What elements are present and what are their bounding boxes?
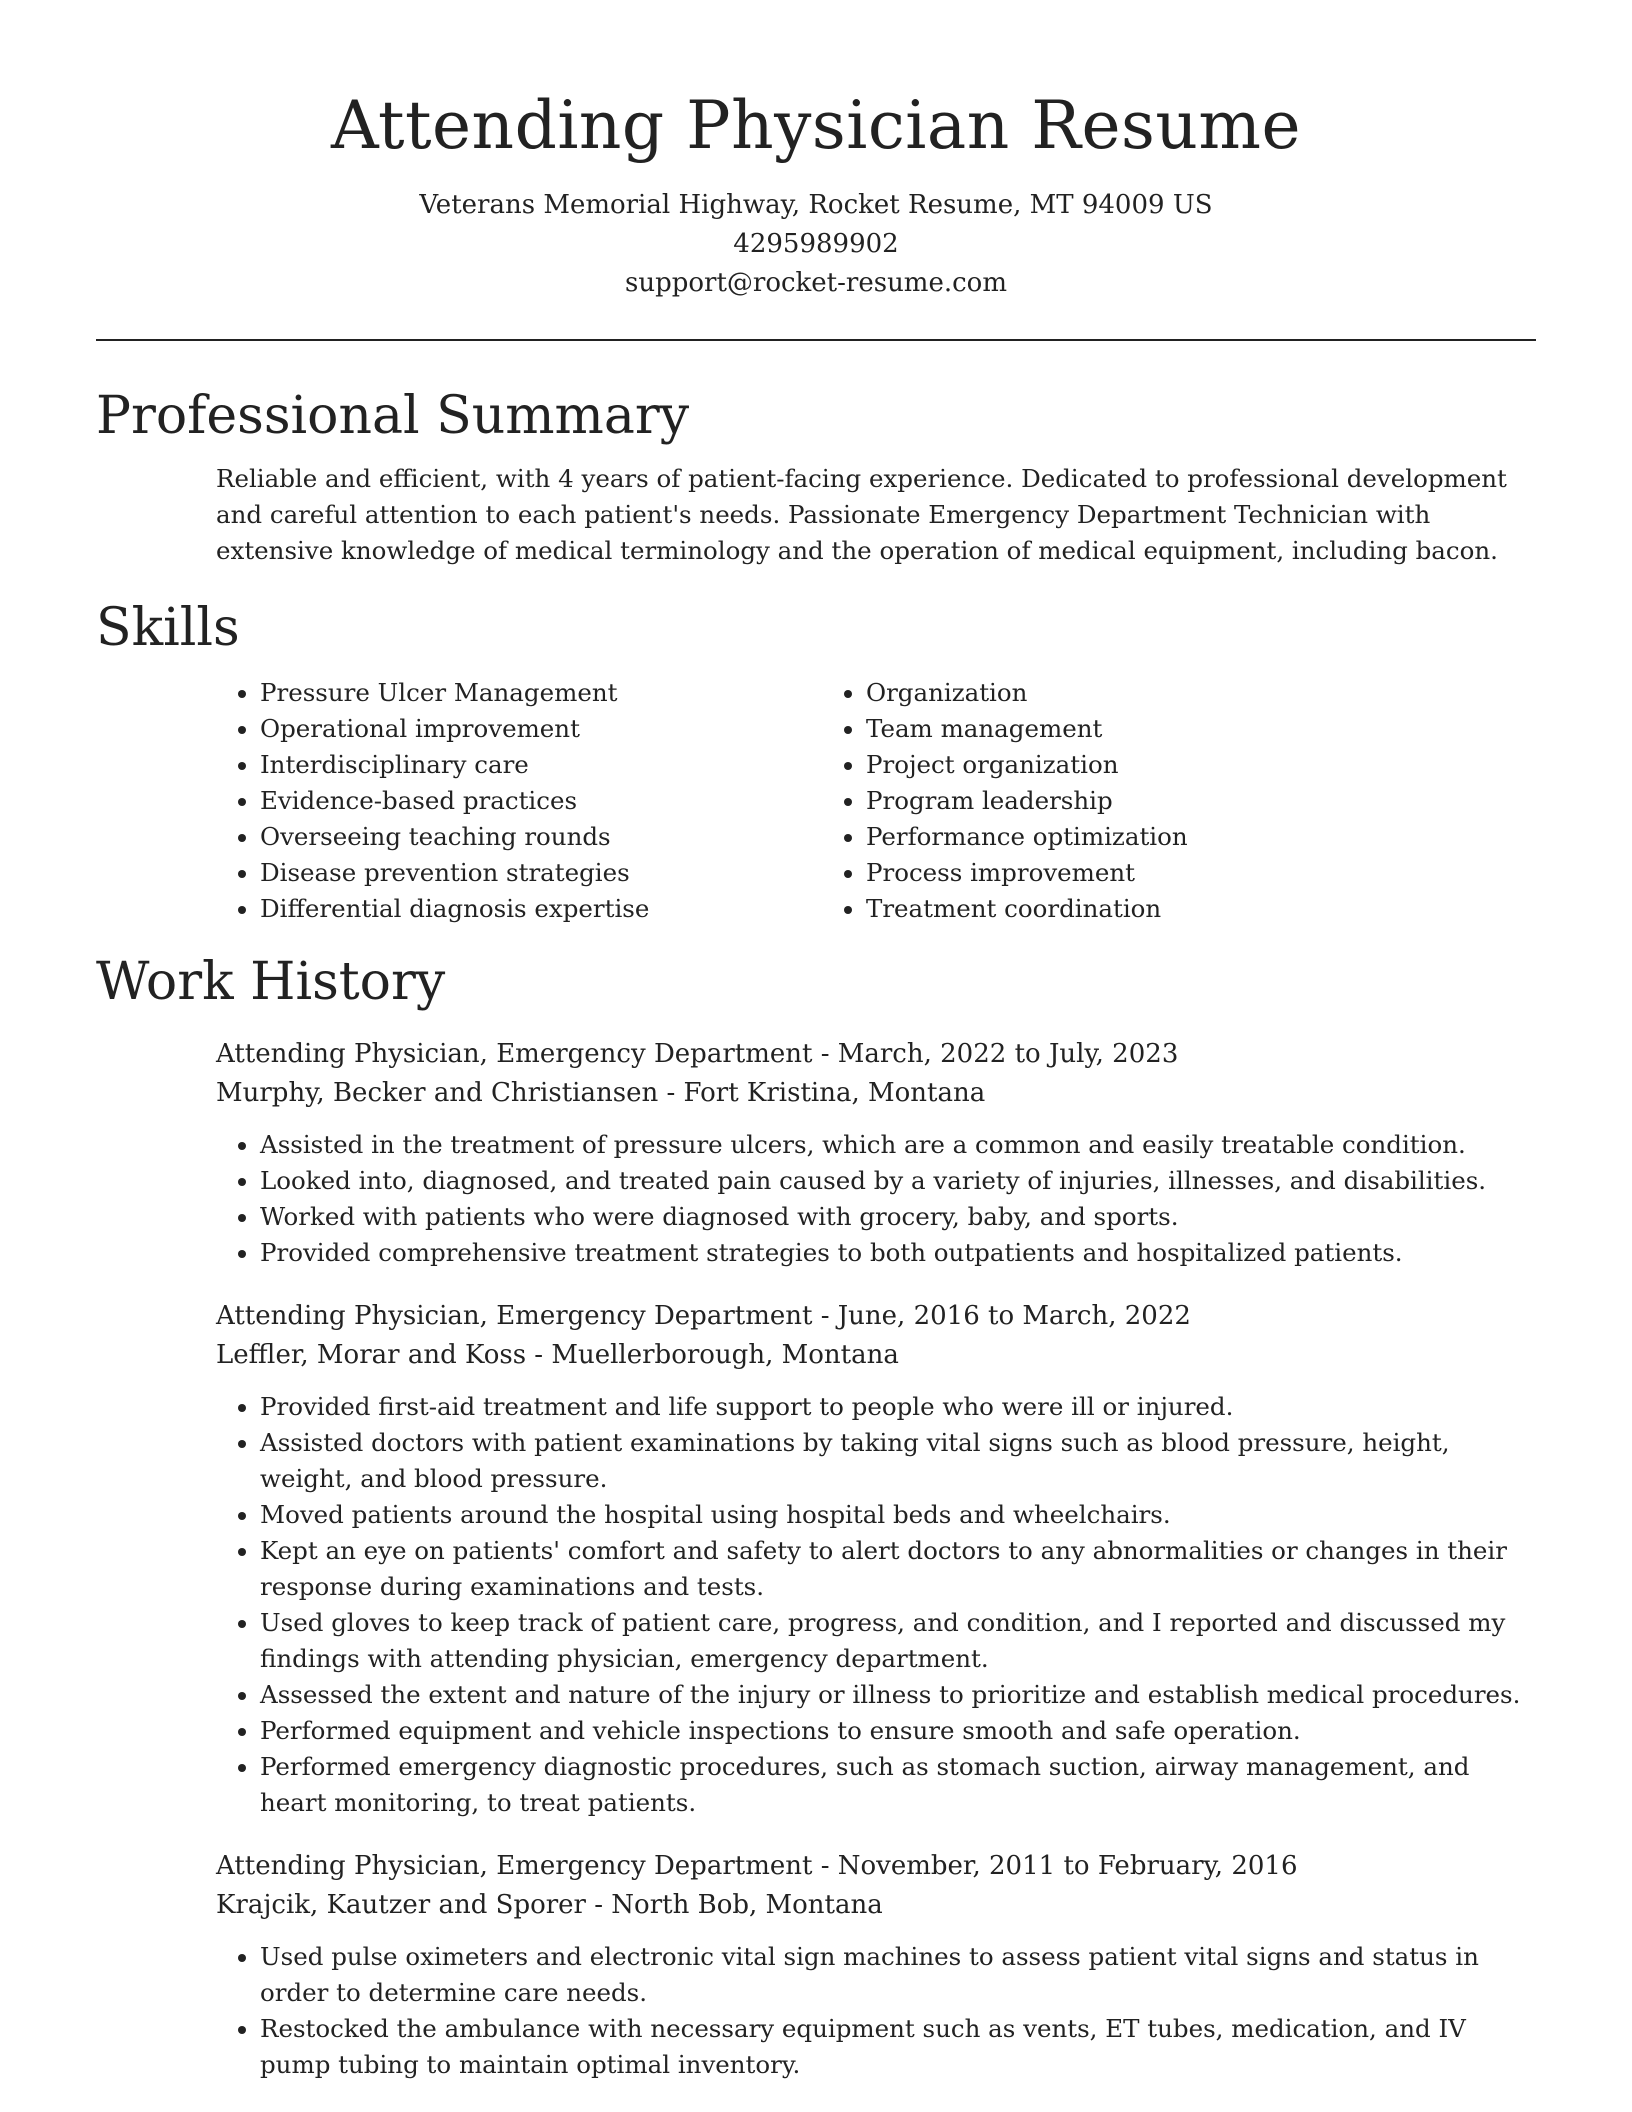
skill-item: • Pressure Ulcer Management	[260, 675, 822, 711]
skill-item: • Disease prevention strategies	[260, 855, 822, 891]
job-bullet: • Moved patients around the hospital using hospital beds and wheelchairs.	[260, 1497, 1536, 1533]
resume-header	[96, 0, 1536, 303]
job-bullet-list	[216, 1127, 1536, 1271]
job-bullet: • Looked into, diagnosed, and treated pain caused by a variety of injuries, illnesses, and disabilities.	[260, 1163, 1536, 1199]
contact-address: Veterans Memorial Highway, Rocket Resume, MT 94009 US	[419, 190, 1213, 220]
skill-item: • Process improvement	[866, 855, 1536, 891]
job-bullet: • Used pulse oximeters and electronic vital sign machines to assess patient vital signs and status in order to determine care needs.	[260, 1939, 1536, 2011]
job-location: - North Bob, Montana	[585, 1890, 883, 1920]
skills-column-left	[216, 675, 822, 927]
skill-item: • Evidence-based practices	[260, 783, 822, 819]
job-role: Attending Physician, Emergency Department	[216, 1039, 813, 1069]
summary-text: Reliable and efficient, with 4 years of patient-facing experience. Dedicated to professional development and careful attention to each patient's needs. Passionate Emergency Department Technician with extensive knowledge of medical terminology and the operation of medical equipment, including bacon.	[216, 464, 1507, 565]
header-divider	[96, 339, 1536, 341]
skill-item: • Project organization	[866, 747, 1536, 783]
contact-phone: 4295989902	[733, 229, 899, 259]
skill-item: • Team management	[866, 711, 1536, 747]
job-bullet-list	[216, 1939, 1536, 2083]
job-dates: - June, 2016 to March, 2022	[812, 1301, 1191, 1331]
skill-item: • Program leadership	[866, 783, 1536, 819]
job-bullet: • Kept an eye on patients' comfort and safety to alert doctors to any abnormalities or changes in their response during examinations and tests.	[260, 1533, 1536, 1605]
skill-item: • Differential diagnosis expertise	[260, 891, 822, 927]
job-bullet: • Performed equipment and vehicle inspections to ensure smooth and safe operation.	[260, 1713, 1536, 1749]
job-dates: - November, 2011 to February, 2016	[812, 1851, 1298, 1881]
job-company: Krajcik, Kautzer and Sporer	[216, 1890, 586, 1920]
job-company: Murphy, Becker and Christiansen	[216, 1078, 659, 1108]
skills-heading: Skills	[96, 598, 240, 658]
summary-heading: Professional Summary	[96, 386, 690, 446]
job-role: Attending Physician, Emergency Department	[216, 1301, 813, 1331]
skill-item: • Interdisciplinary care	[260, 747, 822, 783]
job-bullet: • Assessed the extent and nature of the injury or illness to prioritize and establish medical procedures.	[260, 1677, 1536, 1713]
job-company: Leffler, Morar and Koss	[216, 1340, 527, 1370]
job-bullet: • Performed emergency diagnostic procedures, such as stomach suction, airway management, and heart monitoring, to treat patients.	[260, 1749, 1536, 1821]
job-bullet: • Worked with patients who were diagnosed with grocery, baby, and sports.	[260, 1199, 1536, 1235]
job-bullet: • Assisted in the treatment of pressure ulcers, which are a common and easily treatable condition.	[260, 1127, 1536, 1163]
job-title-line	[216, 1847, 1536, 1886]
job-entry	[216, 1035, 1536, 1271]
job-bullet: • Used gloves to keep track of patient care, progress, and condition, and I reported and discussed my findings with attending physician, emergency department.	[260, 1605, 1536, 1677]
skill-item: • Overseeing teaching rounds	[260, 819, 822, 855]
work-history-heading: Work History	[96, 952, 446, 1012]
job-bullet: • Restocked the ambulance with necessary equipment such as vents, ET tubes, medication, and IV pump tubing to maintain optimal inventory.	[260, 2011, 1536, 2083]
job-entry	[216, 1297, 1536, 1821]
job-company-line	[216, 1886, 1536, 1925]
job-location: - Muellerborough, Montana	[526, 1340, 899, 1370]
job-bullet-list	[216, 1389, 1536, 1821]
job-company-line	[216, 1074, 1536, 1113]
job-company-line	[216, 1336, 1536, 1375]
contact-email: support@rocket-resume.com	[624, 268, 1007, 298]
job-entry	[216, 1847, 1536, 2083]
job-title-line	[216, 1297, 1536, 1336]
job-bullet: • Provided first-aid treatment and life support to people who were ill or injured.	[260, 1389, 1536, 1425]
resume-title: Attending Physician Resume	[330, 87, 1302, 164]
job-dates: - March, 2022 to July, 2023	[812, 1039, 1179, 1069]
job-role: Attending Physician, Emergency Department	[216, 1851, 813, 1881]
skill-item: • Performance optimization	[866, 819, 1536, 855]
job-title-line	[216, 1035, 1536, 1074]
skill-item: • Operational improvement	[260, 711, 822, 747]
job-bullet: • Provided comprehensive treatment strategies to both outpatients and hospitalized patients.	[260, 1235, 1536, 1271]
job-bullet: • Assisted doctors with patient examinations by taking vital signs such as blood pressure, height, weight, and blood pressure.	[260, 1425, 1536, 1497]
skills-list	[216, 675, 1536, 927]
skills-column-right	[822, 675, 1536, 927]
contact-block	[96, 186, 1536, 303]
job-location: - Fort Kristina, Montana	[658, 1078, 986, 1108]
skill-item: • Treatment coordination	[866, 891, 1536, 927]
skill-item: • Organization	[866, 675, 1536, 711]
